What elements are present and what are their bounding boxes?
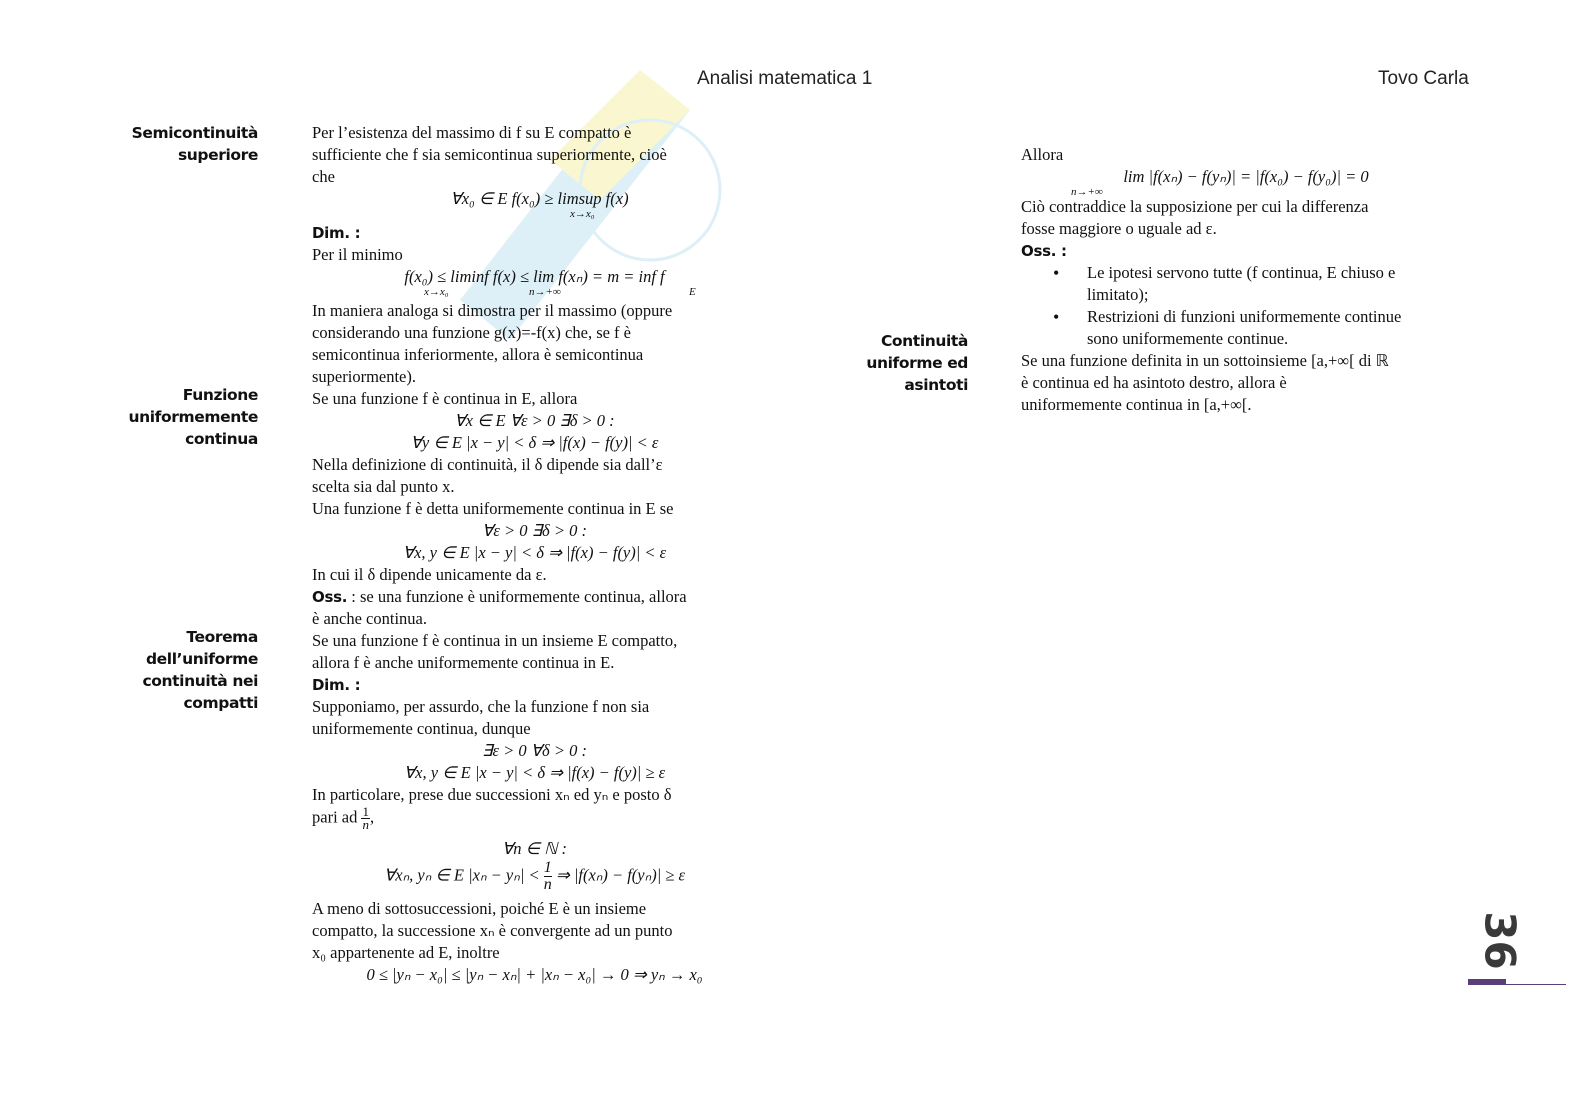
text-line: Per il minimo: [312, 245, 403, 264]
math-subscript: E: [689, 286, 696, 298]
heading-teorema: [58, 626, 258, 714]
fraction-den: n: [362, 817, 369, 832]
math-liminf: [312, 266, 757, 300]
header-author: Tovo Carla: [1378, 68, 1469, 89]
math-expr: f(x₀) ≤ liminf f(x) ≤ lim f(xₙ) = m = inf f: [404, 267, 665, 286]
heading-line: asintoti: [904, 376, 968, 394]
oss-line: [312, 586, 757, 608]
list-item: [1087, 306, 1471, 350]
fraction: [544, 860, 552, 893]
heading-line: Funzione: [182, 386, 258, 404]
column-left-body: [312, 122, 757, 986]
page-number-bar: [1468, 979, 1506, 985]
text-line: considerando una funzione g(x)=-f(x) che, se f è: [312, 323, 632, 342]
text-line: x₀ appartenente ad E, inoltre: [312, 943, 500, 962]
text-line: sono uniformemente continue.: [1087, 329, 1289, 348]
text-line: Se una funzione f è continua in E, allora: [312, 389, 578, 408]
heading-funzione-uniformemente-continua: [58, 384, 258, 450]
heading-line: uniforme ed: [866, 354, 968, 372]
heading-line: Continuità: [880, 332, 968, 350]
text-line: Se una funzione f è continua in un insieme E compatto,: [312, 631, 678, 650]
header-title: Analisi matematica 1: [697, 68, 873, 89]
text-line: è anche continua.: [312, 609, 427, 628]
math-expr: 0 ≤ |yₙ − x₀| ≤ |yₙ − xₙ| + |xₙ − x₀| → 0 ⇒ yₙ → x₀: [366, 965, 703, 984]
fraction-num: 1: [543, 859, 552, 876]
math-subscript: x→x₀: [570, 208, 595, 220]
math-subscript: n→+∞: [529, 286, 561, 298]
heading-continuita-uniforme: [768, 330, 968, 396]
text-line: uniformemente continua in [a,+∞[.: [1021, 395, 1252, 414]
text-line: è continua ed ha asintoto destro, allora è: [1021, 373, 1287, 392]
math-expr: ∀x, y ∈ E |x − y| < δ ⇒ |f(x) − f(y)| ≥ ε: [403, 763, 666, 782]
text-span: pari ad: [312, 807, 362, 827]
text-line: fosse maggiore o uguale ad ε.: [1021, 219, 1217, 238]
text-line: sufficiente che f sia semicontinua superiormente, cioè: [312, 145, 667, 164]
heading-line: Teorema: [186, 628, 258, 646]
heading-line: dell’uniforme: [145, 650, 258, 668]
math-expr: ∀x, y ∈ E |x − y| < δ ⇒ |f(x) − f(y)| < ε: [402, 543, 667, 562]
heading-line: continua: [185, 430, 258, 448]
math-expr: ∀x₀ ∈ E f(x₀) ≥ limsup f(x): [450, 189, 629, 208]
heading-line: Semicontinuità: [131, 124, 258, 142]
column-right-body: [1021, 144, 1471, 416]
text-line-fraction: [312, 806, 757, 838]
page-number-rule: [1506, 984, 1566, 985]
text-line: Nella definizione di continuità, il δ dipende sia dall’ε: [312, 455, 663, 474]
math-subscript: x→x₀: [424, 286, 449, 298]
text-line: compatto, la successione xₙ è convergente ad un punto: [312, 921, 673, 940]
text-span: ,: [369, 807, 375, 827]
math-limsup: [312, 188, 757, 222]
text-span: : se una funzione è uniformemente continua, allora: [347, 587, 687, 606]
text-line: che: [312, 167, 335, 186]
text-line: Una funzione f è detta uniformemente continua in E se: [312, 499, 674, 518]
math-expr: ∀n ∈ ℕ :: [502, 839, 567, 858]
oss-label: Oss.: [312, 588, 348, 606]
heading-semicontinuita: [58, 122, 258, 166]
fraction-num: 1: [362, 804, 369, 819]
fraction: [361, 806, 370, 831]
math-expr: ∀y ∈ E |x − y| < δ ⇒ |f(x) − f(y)| < ε: [410, 433, 659, 452]
text-line: In cui il δ dipende unicamente da ε.: [312, 565, 547, 584]
dim-label: Dim. :: [312, 224, 361, 242]
text-line: Allora: [1021, 145, 1064, 164]
fraction-den: n: [543, 876, 552, 893]
math-expr: lim |f(xₙ) − f(yₙ)| = |f(x₀) − f(y₀)| = 0: [1123, 167, 1369, 186]
math-expr: ∀xₙ, yₙ ∈ E |xₙ − yₙ| <: [383, 865, 540, 885]
text-line: • Restrizioni di funzioni uniformemente continue: [1087, 307, 1402, 326]
text-line: • Le ipotesi servono tutte (f continua, E chiuso e: [1087, 263, 1396, 282]
text-line: In particolare, prese due successioni xₙ ed yₙ e posto δ: [312, 785, 672, 804]
text-line: scelta sia dal punto x.: [312, 477, 455, 496]
text-line: limitato);: [1087, 285, 1149, 304]
text-line: uniformemente continua, dunque: [312, 719, 531, 738]
bullet-list: [1021, 262, 1471, 350]
page-number: 36: [1475, 911, 1525, 970]
math-expr: ∀ε > 0 ∃δ > 0 :: [482, 521, 587, 540]
math-fraction-line: [312, 860, 757, 898]
text-line: Per l’esistenza del massimo di f su E compatto è: [312, 123, 632, 142]
text-line: superiormente).: [312, 367, 417, 386]
dim-label: Dim. :: [312, 676, 361, 694]
text-line: In maniera analoga si dimostra per il massimo (oppure: [312, 301, 673, 320]
math-subscript: n→+∞: [1071, 186, 1103, 198]
list-item: [1087, 262, 1471, 306]
math-expr: ∀x ∈ E ∀ε > 0 ∃δ > 0 :: [454, 411, 615, 430]
heading-line: uniformemente: [128, 408, 258, 426]
text-line: Se una funzione definita in un sottoinsieme [a,+∞[ di ℝ: [1021, 351, 1389, 370]
math-lim: [1021, 166, 1471, 196]
oss-label: Oss. :: [1021, 242, 1067, 260]
heading-line: compatti: [183, 694, 258, 712]
heading-line: continuità nei: [142, 672, 258, 690]
text-line: allora f è anche uniformemente continua in E.: [312, 653, 615, 672]
text-line: semicontinua inferiormente, allora è semicontinua: [312, 345, 644, 364]
math-expr: ⇒ |f(xₙ) − f(yₙ)| ≥ ε: [555, 865, 686, 885]
text-line: Supponiamo, per assurdo, che la funzione f non sia: [312, 697, 650, 716]
text-line: Ciò contraddice la supposizione per cui la differenza: [1021, 197, 1369, 216]
math-expr: ∃ε > 0 ∀δ > 0 :: [482, 741, 587, 760]
text-line: A meno di sottosuccessioni, poiché E è un insieme: [312, 899, 647, 918]
heading-line: superiore: [177, 146, 258, 164]
